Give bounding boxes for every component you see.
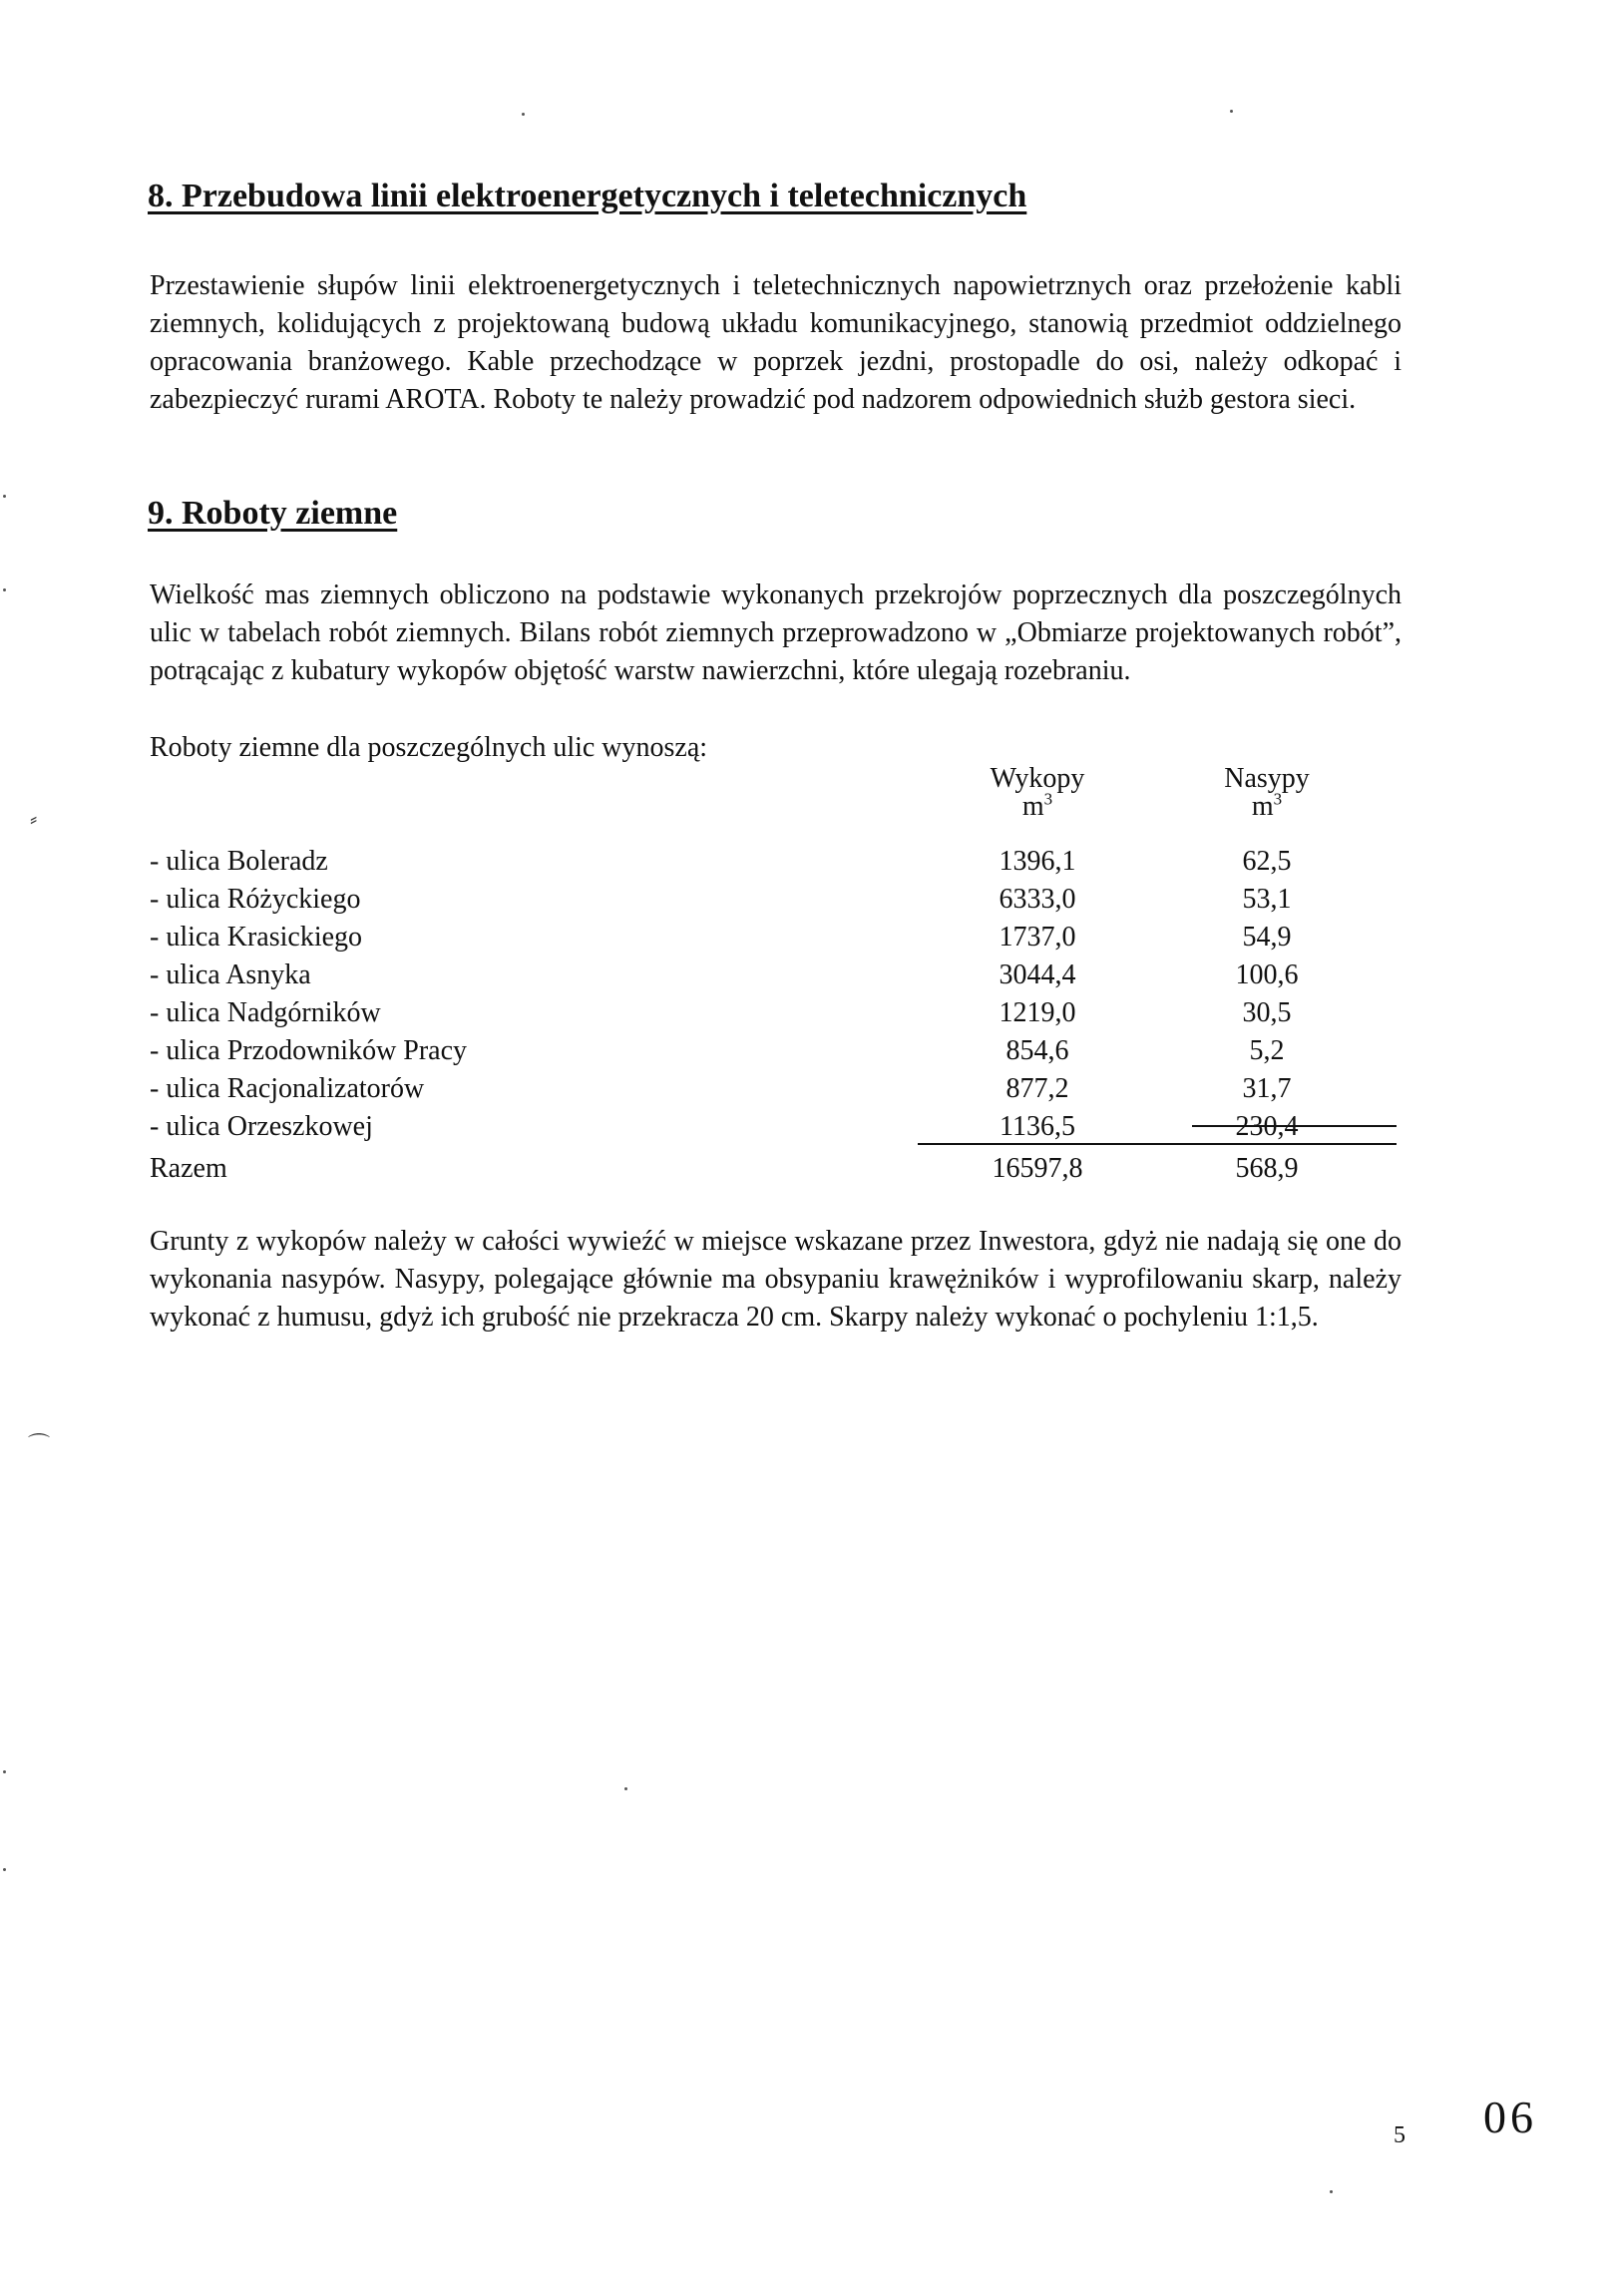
stamp-number: 06 [1483, 2092, 1537, 2142]
wykopy-value: 1396,1 [999, 846, 1076, 877]
column-header-nasypy-label: Nasypy [1224, 763, 1310, 794]
street-name: - ulica Boleradz [150, 846, 328, 877]
section-8-paragraph: Przestawienie słupów linii elektroenergetycznych i teletechnicznych napowietrznych oraz przełożenie kabli ziemnych, kolidujących z projektowaną budową układu komunikacyjnego, stanowią przedmiot oddzielnego opracowania branżowego. Kable przechodzące w poprzek jezdni, prostopadle do osi, należy odkopać i zabezpieczyć rurami AROTA. Roboty te należy prowadzić pod nadzorem odpowiednich służb gestora sieci. [150, 270, 1402, 415]
column-header-wykopy-unit [968, 791, 1107, 823]
scan-dot [3, 1770, 6, 1773]
column-header-nasypy-unit [1197, 791, 1337, 823]
table-row [0, 1035, 1606, 1073]
page-number: 5 [1394, 2122, 1405, 2148]
nasypy-value: 30,5 [1242, 997, 1292, 1028]
nasypy-value: 31,7 [1242, 1073, 1292, 1104]
wykopy-value: 3044,4 [999, 959, 1076, 990]
wykopy-value: 6333,0 [999, 884, 1076, 915]
table-total-row [0, 1153, 1606, 1191]
street-name: - ulica Przodowników Pracy [150, 1035, 468, 1066]
unit-exponent: 3 [1043, 789, 1053, 809]
column-header-nasypy [1197, 763, 1337, 823]
scan-dot [3, 588, 6, 591]
unit-base: m [1021, 791, 1044, 822]
street-name: - ulica Krasickiego [150, 922, 363, 953]
nasypy-value: 53,1 [1242, 884, 1292, 915]
unit-exponent: 3 [1273, 789, 1283, 809]
scan-dot [1330, 2190, 1333, 2193]
total-wykopy-value: 16597,8 [992, 1153, 1083, 1184]
column-header-wykopy [968, 763, 1107, 823]
table-row [0, 846, 1606, 884]
total-rule [918, 1143, 1397, 1145]
wykopy-value: 877,2 [1005, 1073, 1069, 1104]
nasypy-value: 5,2 [1249, 1035, 1285, 1066]
wykopy-value: 1219,0 [999, 997, 1076, 1028]
wykopy-value: 854,6 [1005, 1035, 1069, 1066]
column-header-wykopy-label: Wykopy [990, 763, 1085, 794]
total-nasypy-value: 568,9 [1235, 1153, 1299, 1184]
section-8-heading: 8. Przebudowa linii elektroenergetycznych i teletechnicznych [148, 178, 1027, 214]
scan-dot [522, 113, 525, 116]
street-name: - ulica Różyckiego [150, 884, 361, 915]
section-9-paragraph: Wielkość mas ziemnych obliczono na podstawie wykonanych przekrojów poprzecznych dla poszczególnych ulic w tabelach robót ziemnych. Bilans robót ziemnych przeprowadzono w „Obmiarze projektowanych robót”, potrącając z kubatury wykopów objętość warstw nawierzchni, które ulegają rozebraniu. [150, 579, 1402, 686]
unit-base: m [1251, 791, 1274, 822]
scan-dot [624, 1787, 627, 1790]
table-row [0, 884, 1606, 922]
scan-dot [3, 495, 6, 498]
street-name: - ulica Asnyka [150, 959, 311, 990]
table-intro: Roboty ziemne dla poszczególnych ulic wynoszą: [150, 732, 708, 763]
wykopy-value: 1737,0 [999, 922, 1076, 953]
table-row [0, 959, 1606, 997]
nasypy-value: 62,5 [1242, 846, 1292, 877]
street-name: - ulica Orzeszkowej [150, 1111, 373, 1142]
table-row [0, 997, 1606, 1035]
nasypy-value: 100,6 [1235, 959, 1299, 990]
street-name: - ulica Racjonalizatorów [150, 1073, 425, 1104]
wykopy-value: 1136,5 [1000, 1111, 1075, 1142]
street-name: - ulica Nadgórników [150, 997, 381, 1028]
nasypy-value: 230,4 [1235, 1111, 1299, 1142]
total-label: Razem [150, 1153, 227, 1184]
scan-dot [3, 1868, 6, 1871]
scan-mark: ⸗ [30, 806, 38, 831]
table-row [0, 1073, 1606, 1111]
nasypy-value: 54,9 [1242, 922, 1292, 953]
section-9-heading: 9. Roboty ziemne [148, 495, 398, 532]
section-9-closing-paragraph: Grunty z wykopów należy w całości wywieźć w miejsce wskazane przez Inwestora, gdyż nie nadają się one do wykonania nasypów. Nasypy, polegające głównie ma obsypaniu krawężników i wyprofilowaniu skarp, należy wykonać z humusu, gdyż ich grubość nie przekracza 20 cm. Skarpy należy wykonać o pochyleniu 1:1,5. [150, 1226, 1402, 1333]
underline-rule [1192, 1125, 1397, 1127]
scan-mark: ⌒ [28, 1432, 51, 1457]
table-row [0, 922, 1606, 959]
scan-dot [1230, 110, 1233, 113]
